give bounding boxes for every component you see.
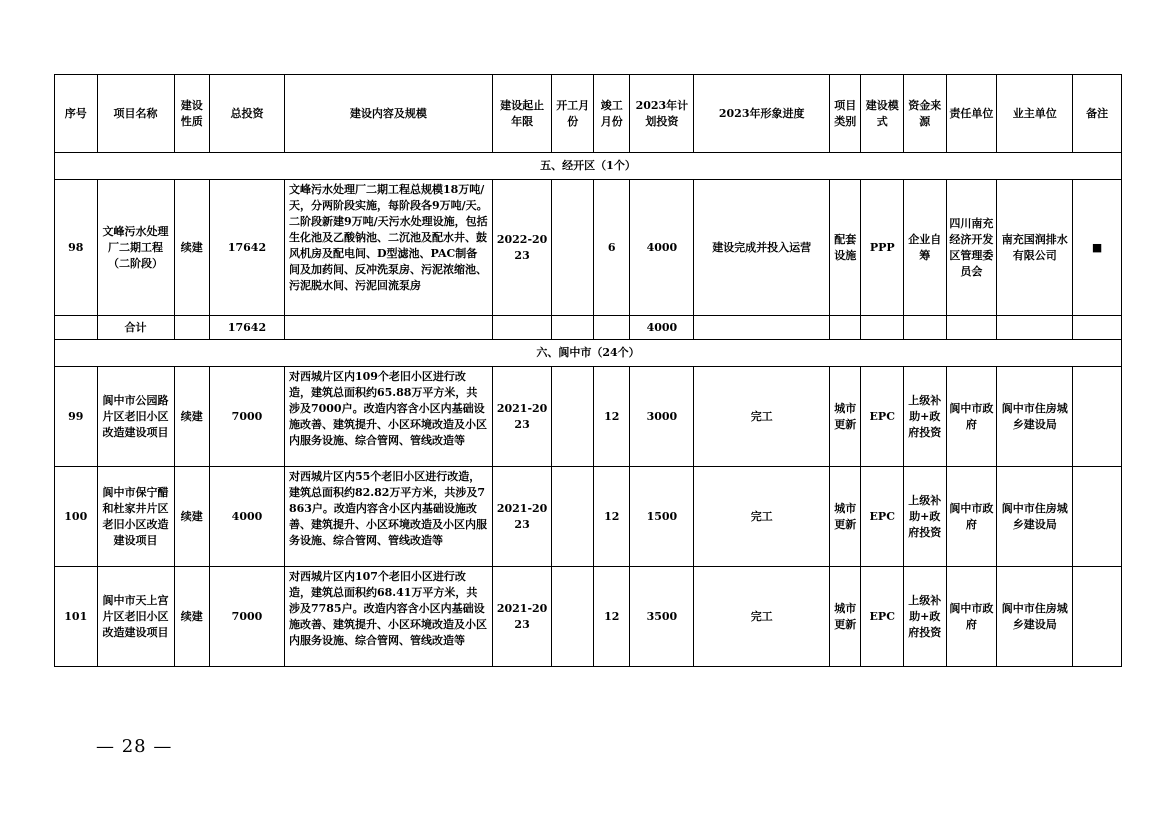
header-start-month: 开工月份 <box>552 75 594 153</box>
cell-progress-2023: 完工 <box>694 567 830 667</box>
table-row <box>55 180 1122 316</box>
subtotal-investment: 17642 <box>210 316 285 340</box>
cell-plan-2023: 3000 <box>630 367 694 467</box>
cell-investment: 17642 <box>210 180 285 316</box>
header-category: 项目类别 <box>830 75 861 153</box>
header-seq: 序号 <box>55 75 98 153</box>
cell-fund: 上级补助+政府投资 <box>904 567 947 667</box>
black-square-mark: ■ <box>1091 240 1103 254</box>
table-row <box>55 467 1122 567</box>
header-responsible: 责任单位 <box>946 75 997 153</box>
cell-nature: 续建 <box>174 367 209 467</box>
cell-fund: 企业自筹 <box>904 180 947 316</box>
header-owner: 业主单位 <box>997 75 1073 153</box>
cell-nature: 续建 <box>174 180 209 316</box>
cell-progress-2023: 建设完成并投入运营 <box>694 180 830 316</box>
section-title: 五、经开区（1个） <box>55 153 1122 180</box>
cell-seq: 101 <box>55 567 98 667</box>
cell-content: 对西城片区内107个老旧小区进行改造，建筑总面积约68.41万平方米，共涉及7785户。改造内容含小区内基础设施改善、建筑提升、小区环境改造及小区内服务设施、综合管网、管线改造等 <box>284 567 492 667</box>
cell-owner: 阆中市住房城乡建设局 <box>997 567 1073 667</box>
table-header-row <box>55 75 1122 153</box>
cell-content: 文峰污水处理厂二期工程总规模18万吨/天，分两阶段实施，每阶段各9万吨/天。二阶段新建9万吨/天污水处理设施，包括生化池及乙酸钠池、二沉池及配水井、鼓风机房及配电间、D型滤池、PAC制备间及加药间、反冲洗泵房、污泥浓缩池、污泥脱水间、污泥回流泵房 <box>284 180 492 316</box>
cell-note <box>1073 467 1122 567</box>
cell-mode: EPC <box>861 467 904 567</box>
cell-responsible: 阆中市政府 <box>946 467 997 567</box>
cell-progress-2023: 完工 <box>694 467 830 567</box>
cell-owner: 阆中市住房城乡建设局 <box>997 467 1073 567</box>
cell-seq: 98 <box>55 180 98 316</box>
table-row <box>55 567 1122 667</box>
table-row <box>55 367 1122 467</box>
cell-investment: 4000 <box>210 467 285 567</box>
cell-note <box>1073 567 1122 667</box>
cell-category: 城市更新 <box>830 567 861 667</box>
cell-start-month <box>552 567 594 667</box>
cell-mode: EPC <box>861 567 904 667</box>
cell-mode: PPP <box>861 180 904 316</box>
cell-owner: 南充国润排水有限公司 <box>997 180 1073 316</box>
cell-name: 文峰污水处理厂二期工程（二阶段） <box>97 180 174 316</box>
header-name: 项目名称 <box>97 75 174 153</box>
cell-period: 2021-2023 <box>492 467 552 567</box>
cell-plan-2023: 4000 <box>630 180 694 316</box>
cell-mode: EPC <box>861 367 904 467</box>
cell-nature: 续建 <box>174 567 209 667</box>
header-fund: 资金来源 <box>904 75 947 153</box>
cell-content: 对西城片区内109个老旧小区进行改造，建筑总面积约65.88万平方米，共涉及7000户。改造内容含小区内基础设施改善、建筑提升、小区环境改造及小区内服务设施、综合管网、管线改造等 <box>284 367 492 467</box>
header-plan-2023: 2023年计划投资 <box>630 75 694 153</box>
cell-responsible: 阆中市政府 <box>946 567 997 667</box>
cell-name: 阆中市天上宫片区老旧小区改造建设项目 <box>97 567 174 667</box>
cell-seq: 100 <box>55 467 98 567</box>
header-note: 备注 <box>1073 75 1122 153</box>
cell-investment: 7000 <box>210 367 285 467</box>
cell-owner: 阆中市住房城乡建设局 <box>997 367 1073 467</box>
header-content: 建设内容及规模 <box>284 75 492 153</box>
header-nature: 建设性质 <box>174 75 209 153</box>
cell-name: 阆中市公园路片区老旧小区改造建设项目 <box>97 367 174 467</box>
cell-content: 对西城片区内55个老旧小区进行改造，建筑总面积约82.82万平方米，共涉及7863户。改造内容含小区内基础设施改善、建筑提升、小区环境改造及小区内服务设施、综合管网、管线改造等 <box>284 467 492 567</box>
section-title: 六、阆中市（24个） <box>55 340 1122 367</box>
cell-period: 2021-2023 <box>492 367 552 467</box>
cell-plan-2023: 1500 <box>630 467 694 567</box>
cell-seq: 99 <box>55 367 98 467</box>
cell-note <box>1073 367 1122 467</box>
cell-plan-2023: 3500 <box>630 567 694 667</box>
cell-category: 城市更新 <box>830 367 861 467</box>
cell-responsible: 阆中市政府 <box>946 367 997 467</box>
header-progress-2023: 2023年形象进度 <box>694 75 830 153</box>
cell-end-month: 12 <box>594 367 630 467</box>
cell-category: 城市更新 <box>830 467 861 567</box>
cell-end-month: 12 <box>594 567 630 667</box>
section-row <box>55 340 1122 367</box>
section-row <box>55 153 1122 180</box>
header-investment: 总投资 <box>210 75 285 153</box>
subtotal-label: 合计 <box>97 316 174 340</box>
cell-start-month <box>552 180 594 316</box>
subtotal-plan-2023: 4000 <box>630 316 694 340</box>
cell-fund: 上级补助+政府投资 <box>904 367 947 467</box>
header-mode: 建设模式 <box>861 75 904 153</box>
cell-start-month <box>552 467 594 567</box>
cell-category: 配套设施 <box>830 180 861 316</box>
subtotal-row <box>55 316 1122 340</box>
cell-nature: 续建 <box>174 467 209 567</box>
project-table <box>54 74 1122 667</box>
cell-end-month: 12 <box>594 467 630 567</box>
page-number: — 28 — <box>96 736 173 757</box>
cell-progress-2023: 完工 <box>694 367 830 467</box>
cell-fund: 上级补助+政府投资 <box>904 467 947 567</box>
cell-period: 2021-2023 <box>492 567 552 667</box>
cell-note <box>1073 180 1122 316</box>
cell-end-month: 6 <box>594 180 630 316</box>
header-period: 建设起止年限 <box>492 75 552 153</box>
cell-investment: 7000 <box>210 567 285 667</box>
cell-period: 2022-2023 <box>492 180 552 316</box>
cell-name: 阆中市保宁醋和杜家井片区老旧小区改造建设项目 <box>97 467 174 567</box>
cell-start-month <box>552 367 594 467</box>
cell-responsible: 四川南充经济开发区管理委员会 <box>946 180 997 316</box>
header-end-month: 竣工月份 <box>594 75 630 153</box>
